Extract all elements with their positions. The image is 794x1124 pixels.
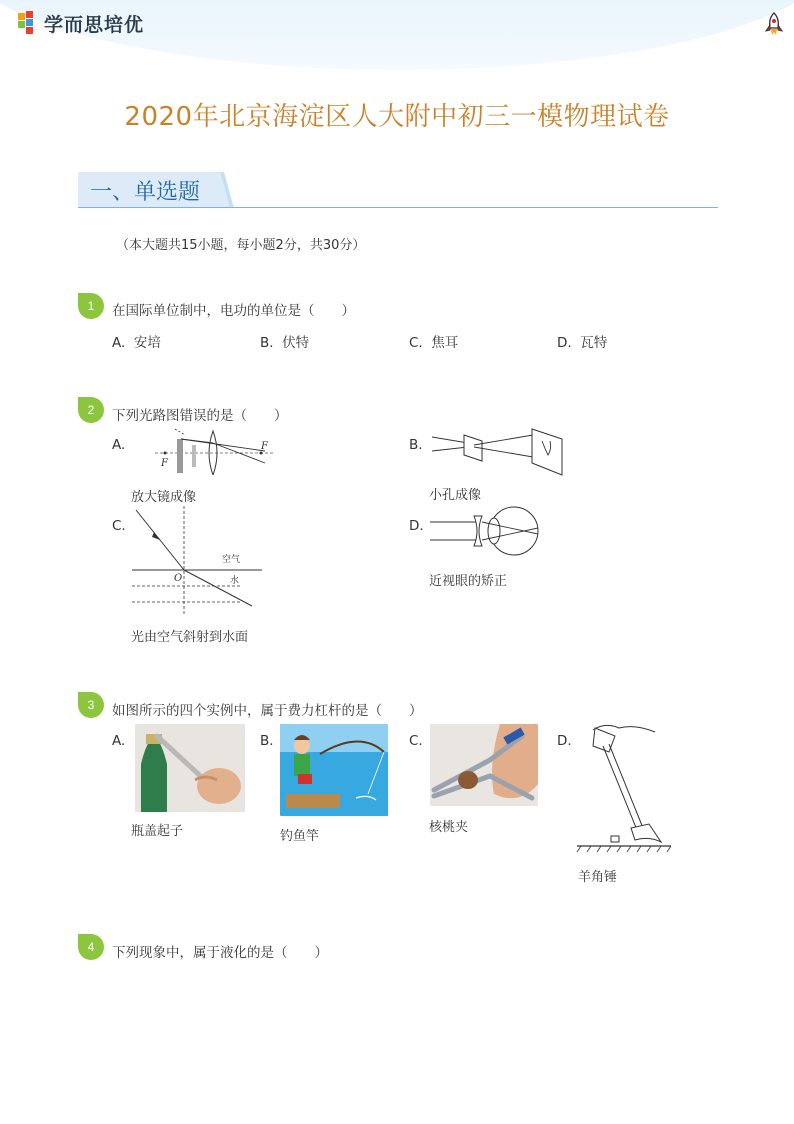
svg-text:O: O: [174, 573, 183, 584]
question-2-text: 下列光路图错误的是（ ）: [112, 408, 288, 424]
question-3-text: 如图所示的四个实例中，属于费力杠杆的是（ ）: [112, 703, 423, 719]
q2-option-b-label[interactable]: B.: [409, 437, 423, 453]
svg-text:1: 1: [87, 299, 95, 313]
section-note: （本大题共15小题，每小题2分，共30分）: [116, 238, 366, 253]
svg-text:F: F: [261, 441, 268, 452]
brand-name: 学而思培优: [44, 13, 145, 36]
q3-option-b-label[interactable]: B.: [260, 733, 274, 749]
q1-option-b[interactable]: B. 伏特: [260, 335, 310, 351]
page-title: 2020年北京海淀区人大附中初三一模物理试卷: [124, 102, 670, 132]
q2-option-a-label[interactable]: A.: [112, 437, 126, 453]
q2-option-a-caption: 放大镜成像: [131, 490, 197, 505]
fishing-rod-cartoon: [280, 724, 388, 816]
q1-option-c[interactable]: C. 焦耳: [409, 335, 459, 351]
question-4-text: 下列现象中，属于液化的是（ ）: [112, 945, 328, 961]
svg-text:3: 3: [87, 698, 95, 712]
question-1-text: 在国际单位制中，电功的单位是（ ）: [112, 303, 355, 319]
claw-hammer-drawing: [575, 718, 675, 860]
svg-text:2: 2: [87, 403, 95, 417]
svg-text:4: 4: [87, 940, 95, 954]
q3-option-d-caption: 羊角锤: [578, 870, 618, 885]
logo-icon: [18, 11, 40, 35]
section-title: 一、单选题: [90, 180, 201, 205]
question-number-badge: [78, 934, 104, 960]
question-number-badge: [78, 293, 104, 319]
pinhole-diagram: [428, 425, 568, 477]
q2-option-d-caption: 近视眼的矫正: [429, 574, 508, 589]
q3-option-c-label[interactable]: C.: [409, 733, 423, 749]
q2-option-d-label[interactable]: D.: [409, 518, 424, 534]
q2-option-c-label[interactable]: C.: [112, 518, 126, 534]
bottle-opener-photo: [135, 724, 245, 812]
q2-option-c-caption: 光由空气斜射到水面: [131, 630, 249, 645]
myopia-correction-diagram: [428, 506, 543, 556]
q3-option-d-label[interactable]: D.: [557, 733, 572, 749]
q1-option-a[interactable]: A. 安培: [112, 335, 161, 351]
q3-option-a-caption: 瓶盖起子: [131, 824, 184, 839]
question-number-badge: [78, 397, 104, 423]
q2-option-b-caption: 小孔成像: [429, 488, 482, 503]
q3-option-c-caption: 核桃夹: [429, 820, 469, 835]
q1-option-d[interactable]: D. 瓦特: [557, 335, 608, 351]
q3-option-b-caption: 钓鱼竿: [280, 829, 320, 844]
rocket-icon: [764, 12, 784, 38]
section-header: [78, 172, 718, 209]
svg-text:水: 水: [230, 576, 240, 586]
brand-logo: [18, 10, 144, 36]
svg-text:F: F: [161, 458, 168, 469]
nutcracker-photo: [430, 724, 538, 806]
question-number-badge: [78, 692, 104, 718]
q3-option-a-label[interactable]: A.: [112, 733, 126, 749]
section-underline: [78, 207, 718, 208]
svg-text:空气: 空气: [222, 555, 241, 565]
magnifier-ray-diagram: [155, 425, 275, 475]
refraction-diagram: [130, 506, 265, 616]
